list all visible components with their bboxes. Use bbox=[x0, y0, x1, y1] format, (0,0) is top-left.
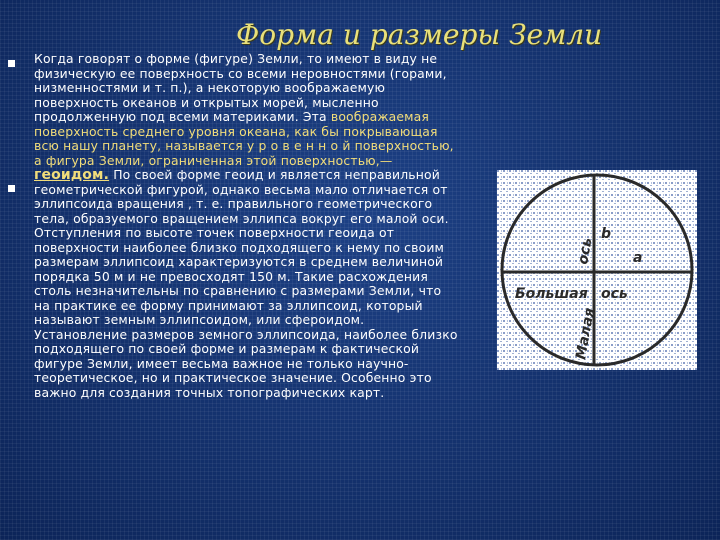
body-paragraph bbox=[34, 52, 459, 400]
geoid-term: геоидом. bbox=[34, 167, 110, 183]
slide-title: Форма и размеры Земли bbox=[236, 18, 603, 51]
paragraph-text: По своей форме геоид и является неправильной геометрической фигурой, однако весьма мало отличается от эллипсоида вращения , т. е. правильного геометрического тела, образуемого вращением эллипса вокруг его малой оси. Отступления по высоте точек поверхности геоида от поверхности наиболее близко подходящего к нему по своим размерам эллипсоид характеризуются в среднем величиной порядка 50 м и не превосходят 150 м. Такие расхождения столь незначительны по сравнению с размерами Земли, что на практике ее форму принимают за эллипсоид, который называют земным эллипсоидом, или сфероидом. Установление размеров земного эллипсоида, наиболее близко подходящего по своей форме и размерам к фактической фигуре Земли, имеет весьма важное не только научно-теоретическое, но и практическое значение. Особенно это важно для создания точных топографических карт. bbox=[34, 167, 458, 400]
ellipsoid-svg bbox=[497, 170, 697, 370]
label-major-axis: Большая bbox=[515, 286, 588, 302]
label-a: a bbox=[633, 250, 643, 266]
highlighted-text: у р о в е н н о й поверхностью, а фигура Земли, ограниченная этой поверхностью,— bbox=[34, 138, 454, 168]
label-b: b bbox=[601, 226, 612, 242]
label-major-axis-2: ось bbox=[601, 286, 628, 302]
ellipsoid-diagram bbox=[497, 170, 697, 370]
label-minor-axis-2: ось bbox=[575, 236, 596, 266]
bullet-marker bbox=[8, 60, 15, 67]
label-minor-axis: Малая bbox=[573, 306, 598, 361]
bullet-marker bbox=[8, 185, 15, 192]
diagram-background bbox=[497, 170, 697, 370]
highlighted-text: воображаемая поверхность среднего уровня океана, как бы покрывающая всю нашу планету, называется bbox=[34, 109, 438, 153]
paragraph-text: Когда говорят о форме (фигуре) Земли, то имеют в виду не физическую ее поверхность со всеми неровностями (горами, низменностями и т. п.), а некоторую воображаемую поверхность океанов и открытых морей, мысленно продолженную под всеми материками. Эта bbox=[34, 51, 447, 124]
